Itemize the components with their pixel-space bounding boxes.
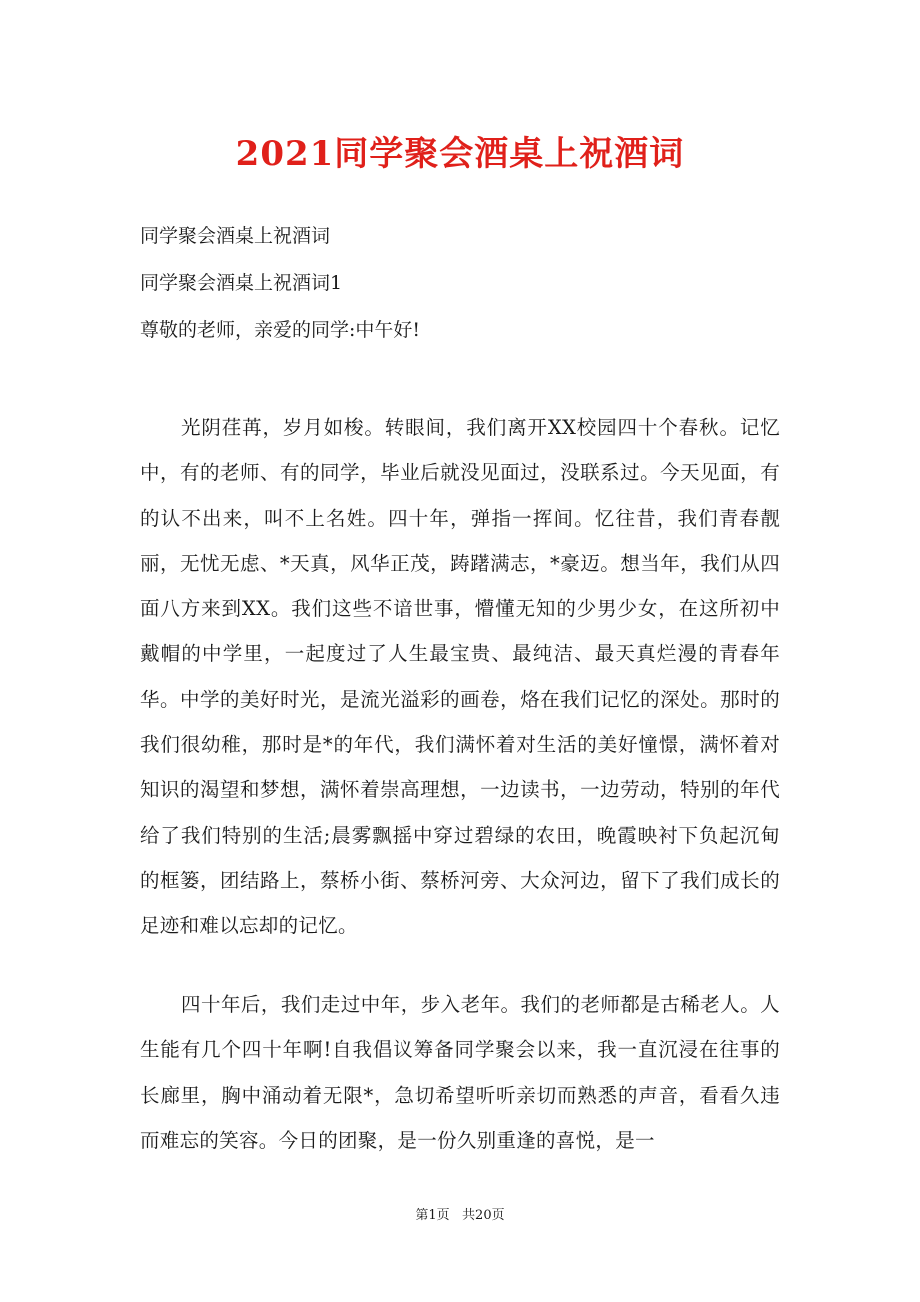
body-paragraph-1: 光阴荏苒，岁月如梭。转眼间，我们离开XX校园四十个春秋。记忆中，有的老师、有的同学，毕业后就没见面过，没联系过。今天见面，有的认不出来，叫不上名姓。四十年，弹指一挥间。忆往昔，我们青春靓丽，无忧无虑、*天真，风华正茂，踌躇满志，*豪迈。想当年，我们从四面八方来到XX。我们这些不谙世事，懵懂无知的少男少女，在这所初中戴帽的中学里，一起度过了人生最宝贵、最纯洁、最天真烂漫的青春年华。中学的美好时光，是流光溢彩的画卷，烙在我们记忆的深处。那时的我们很幼稚，那时是*的年代，我们满怀着对生活的美好憧憬，满怀着对知识的渴望和梦想，满怀着崇高理想，一边读书，一边劳动，特别的年代给了我们特别的生活;晨雾飘摇中穿过碧绿的农田，晚霞映衬下负起沉甸的框篓，团结路上，蔡桥小街、蔡桥河旁、大众河边，留下了我们成长的足迹和难以忘却的记忆。 <box>140 416 780 938</box>
document-title: 2021同学聚会酒桌上祝酒词 <box>235 134 685 174</box>
page-footer: 第1页 共20页 <box>415 1208 505 1223</box>
body-paragraph-2: 四十年后，我们走过中年，步入老年。我们的老师都是古稀老人。人生能有几个四十年啊!自我倡议筹备同学聚会以来，我一直沉浸在往事的长廊里，胸中涌动着无限*，急切希望听听亲切而熟悉的声音，看看久违而难忘的笑容。今日的团聚，是一份久别重逢的喜悦，是一 <box>140 993 780 1152</box>
section-heading: 同学聚会酒桌上祝酒词1 <box>140 272 343 294</box>
greeting-line: 尊敬的老师，亲爱的同学:中午好! <box>140 319 421 341</box>
document-subtitle: 同学聚会酒桌上祝酒词 <box>140 225 331 247</box>
